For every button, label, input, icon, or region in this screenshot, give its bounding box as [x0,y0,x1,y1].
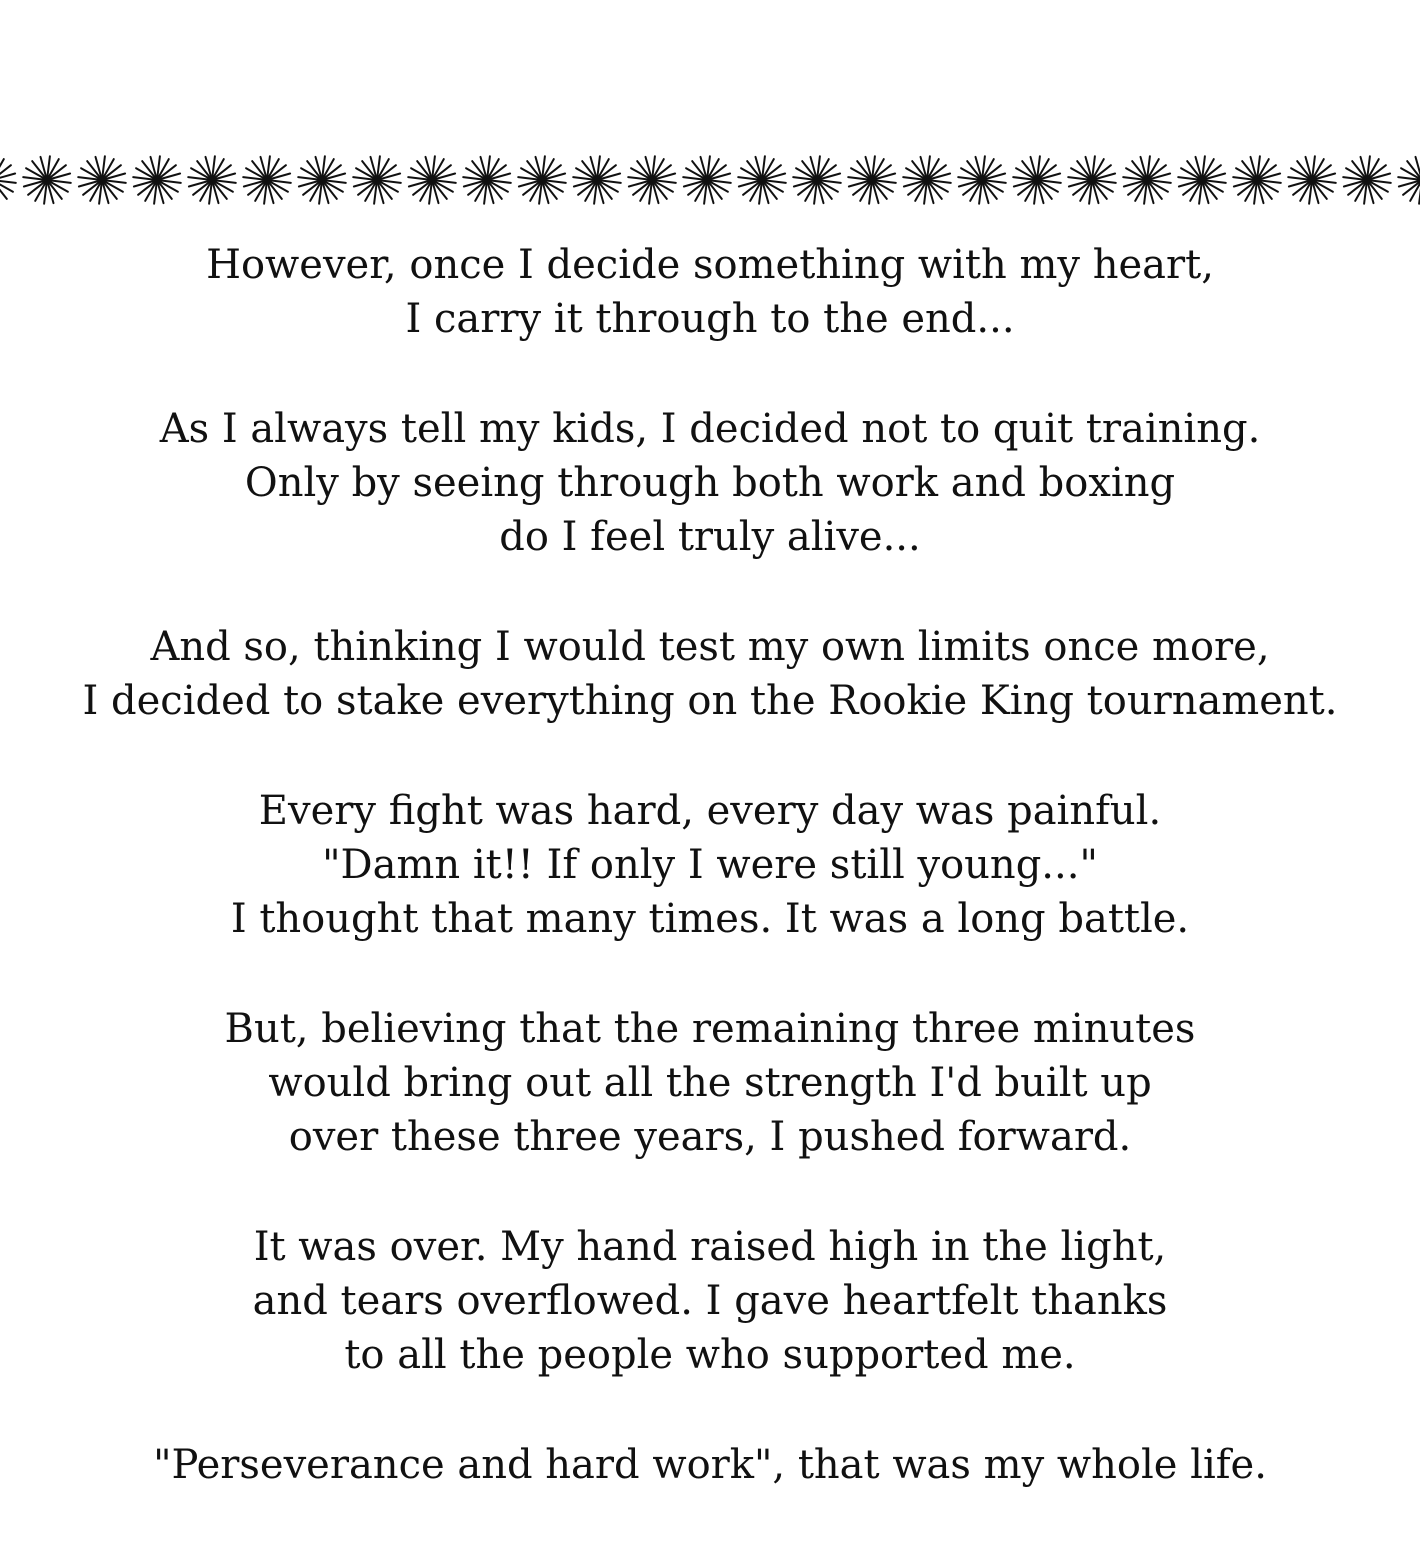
stanza-line: And so, thinking I would test my own limits once more, [0,620,1420,674]
stanza-line: "Damn it!! If only I were still young..." [0,838,1420,892]
star-glyph [408,156,456,204]
stanza [0,402,1420,564]
star-glyph [188,156,236,204]
star-glyph [903,156,951,204]
star-glyph [78,156,126,204]
stanza-line: Every fight was hard, every day was painful. [0,784,1420,838]
star-glyph [958,156,1006,204]
stanza-line: It was over. My hand raised high in the light, [0,1220,1420,1274]
star-glyph [1343,156,1391,204]
stanza [0,238,1420,346]
star-glyph [1068,156,1116,204]
stanza [0,1002,1420,1164]
star-glyph [133,156,181,204]
star-glyph [518,156,566,204]
star-glyph [1233,156,1281,204]
stanza-line: I decided to stake everything on the Rookie King tournament. [0,674,1420,728]
stanza-line: Only by seeing through both work and boxing [0,456,1420,510]
star-glyph [298,156,346,204]
star-glyph [1123,156,1171,204]
star-glyph [1178,156,1226,204]
stanza [0,1438,1420,1492]
star-glyph [793,156,841,204]
stanza-line: But, believing that the remaining three minutes [0,1002,1420,1056]
star-glyph [573,156,621,204]
star-glyph [1288,156,1336,204]
star-glyph [848,156,896,204]
star-glyph [1398,156,1420,204]
star-glyph [628,156,676,204]
star-glyph [463,156,511,204]
stanza-line: over these three years, I pushed forward. [0,1110,1420,1164]
stanza-line: do I feel truly alive... [0,510,1420,564]
star-glyph [683,156,731,204]
star-glyph [353,156,401,204]
stanza-line: I carry it through to the end... [0,292,1420,346]
stanza-line: I thought that many times. It was a long battle. [0,892,1420,946]
star-glyph [1013,156,1061,204]
stanza-line: and tears overflowed. I gave heartfelt thanks [0,1274,1420,1328]
stanza-line: However, once I decide something with my heart, [0,238,1420,292]
star-glyph [738,156,786,204]
stanza-line: to all the people who supported me. [0,1328,1420,1382]
stanza-line: As I always tell my kids, I decided not to quit training. [0,402,1420,456]
stanza-line: would bring out all the strength I'd built up [0,1056,1420,1110]
star-glyph [243,156,291,204]
star-glyph [23,156,71,204]
poem-text [0,238,1420,1548]
star-glyph [0,156,16,204]
star-row-icon [0,150,1420,210]
star-border-decoration [0,150,1420,210]
stanza [0,1220,1420,1382]
stanza [0,784,1420,946]
stanza-line: "Perseverance and hard work", that was my whole life. [0,1438,1420,1492]
stanza [0,620,1420,728]
